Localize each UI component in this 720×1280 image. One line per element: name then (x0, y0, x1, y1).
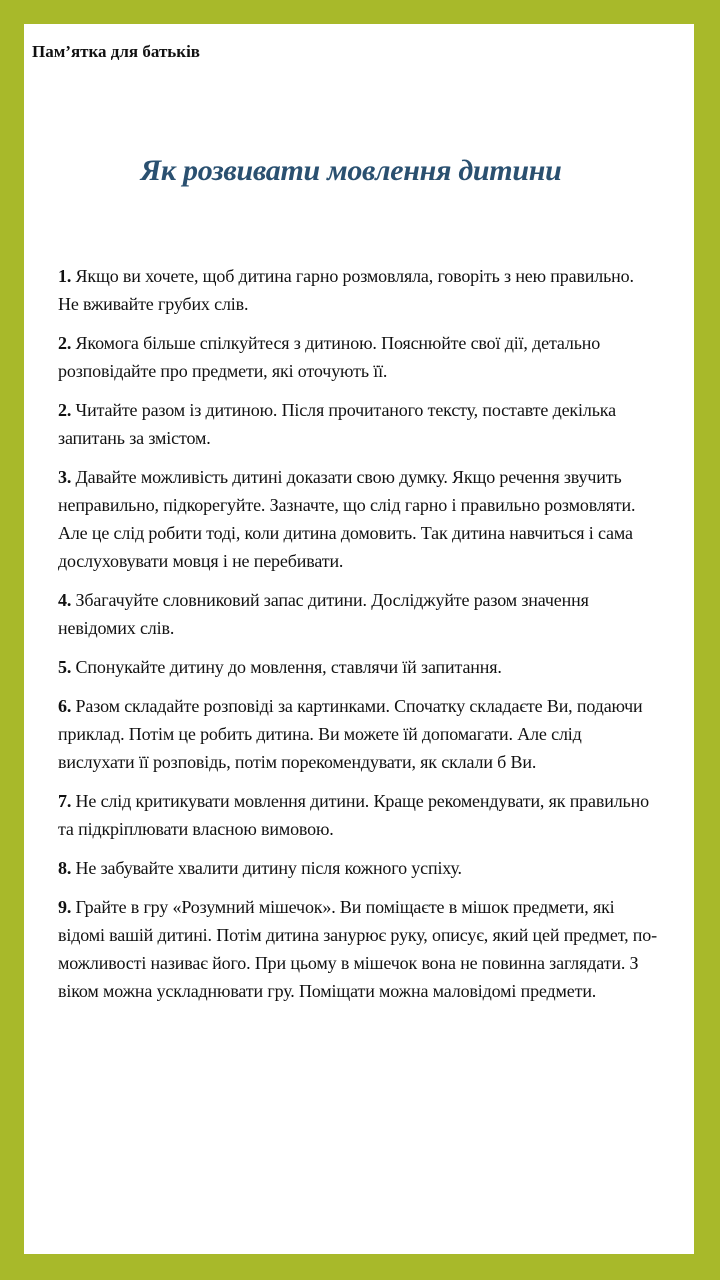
tip-number: 7. (58, 791, 72, 811)
tip-number: 5. (58, 657, 72, 677)
tip-number: 1. (58, 266, 72, 286)
tip-item (58, 653, 658, 681)
tip-item (58, 463, 658, 575)
tip-text: Разом складайте розповіді за картинками. Спочатку складаєте Ви, подаючи приклад. Потім це робить дитина. Ви можете їй допомагати. Але слід вислухати її розповідь, потім порекомендувати, як склали б Ви. (58, 696, 643, 772)
tip-item (58, 692, 658, 776)
tip-text: Давайте можливість дитині доказати свою думку. Якщо речення звучить неправильно, підкорегуйте. Зазначте, що слід гарно і правильно розмовляти. Але це слід робити тоді, коли дитина домовить. Так дитина навчиться і сама дослуховувати мовця і не перебивати. (58, 467, 636, 571)
tip-text: Якщо ви хочете, щоб дитина гарно розмовляла, говоріть з нею правильно. Не вживайте грубих слів. (58, 266, 634, 314)
tip-number: 2. (58, 400, 72, 420)
page-title: Як розвивати мовлення дитини (140, 154, 562, 187)
tip-number: 8. (58, 858, 72, 878)
tip-text: Читайте разом із дитиною. Після прочитаного тексту, поставте декілька запитань за змістом. (58, 400, 616, 448)
tips-list (58, 262, 658, 1016)
tip-text: Не забувайте хвалити дитину після кожного успіху. (71, 858, 462, 878)
tip-item (58, 893, 658, 1005)
tip-number: 9. (58, 897, 72, 917)
tip-item (58, 586, 658, 642)
tip-text: Якомога більше спілкуйтеся з дитиною. Пояснюйте свої дії, детально розповідайте про предмети, які оточують її. (58, 333, 601, 381)
tip-item (58, 262, 658, 318)
tip-number: 4. (58, 590, 72, 610)
tip-text: Збагачуйте словниковий запас дитини. Досліджуйте разом значення невідомих слів. (58, 590, 589, 638)
tip-item (58, 787, 658, 843)
tip-item (58, 396, 658, 452)
tip-item (58, 854, 658, 882)
tip-number: 2. (58, 333, 72, 353)
tip-item (58, 329, 658, 385)
tip-number: 3. (58, 467, 72, 487)
document-page (24, 24, 694, 1254)
tip-text: Не слід критикувати мовлення дитини. Краще рекомендувати, як правильно та підкріплювати власною вимовою. (58, 791, 649, 839)
header-label: Пам’ятка для батьків (32, 42, 200, 61)
tip-number: 6. (58, 696, 72, 716)
tip-text: Спонукайте дитину до мовлення, ставлячи їй запитання. (71, 657, 502, 677)
tip-text: Грайте в гру «Розумний мішечок». Ви поміщаєте в мішок предмети, які відомі вашій дитині. Потім дитина занурює руку, описує, який цей предмет, по-можливості називає його. При цьому в мішечок вона не повинна заглядати. З віком можна ускладнювати гру. Поміщати можна маловідомі предмети. (58, 897, 657, 1001)
